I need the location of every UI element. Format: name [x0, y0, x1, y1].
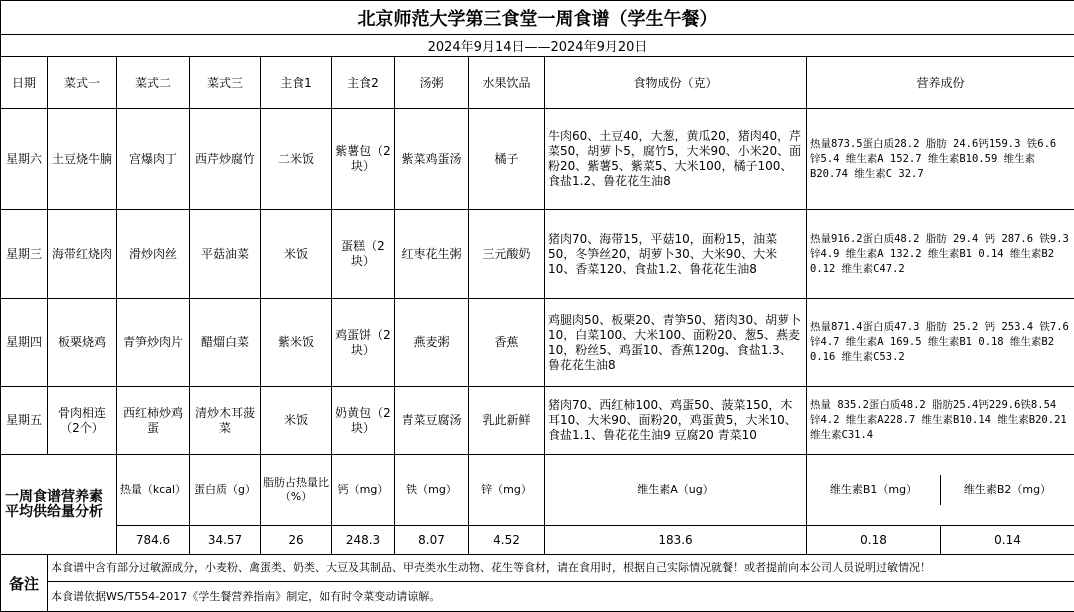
nutrition-cell: 热量 835.2蛋白质48.2 脂肪25.4钙229.6铁8.54 锌4.2 维生素A228.7 维生素B10.14 维生素B20.21 维生素C31.4: [807, 387, 1074, 455]
col-header-nutrition: 营养成份: [807, 57, 1074, 109]
dish1-cell: 板栗烧鸡: [48, 299, 117, 387]
col-header-dish2: 菜式二: [117, 57, 190, 109]
dish1-cell: 海带红烧肉: [48, 210, 117, 299]
nutrition-cell: 热量873.5蛋白质28.2 脂肪 24.6钙159.3 铁6.6 锌5.4 维生素A 152.7 维生素B10.59 维生素B20.74 维生素C 32.7: [807, 109, 1074, 210]
ingredients-cell: 牛肉60、土豆40，大葱，黄瓜20，猪肉40，芹菜50，胡萝卜5，腐竹5，大米90、小米20、面粉20、紫薯5、紫菜5、大米100，橘子100、食盐1.2、鲁花花生油8: [545, 109, 807, 210]
dish3-cell: 清炒木耳菠菜: [190, 387, 261, 455]
day-cell: 星期六: [1, 109, 48, 210]
staple1-cell: 紫米饭: [261, 299, 332, 387]
table-row: [1, 387, 1074, 455]
summary-value: 0.18: [807, 526, 941, 554]
summary-value: 784.6: [117, 526, 190, 555]
col-header-dish3: 菜式三: [190, 57, 261, 109]
fruit-cell: 香蕉: [469, 299, 545, 387]
staple2-cell: 奶黄包（2块）: [332, 387, 395, 455]
col-header-fruit: 水果饮品: [469, 57, 545, 109]
staple2-cell: 紫薯包（2块）: [332, 109, 395, 210]
soup-cell: 紫菜鸡蛋汤: [395, 109, 469, 210]
summary-value: 26: [261, 526, 332, 555]
summary-value: 183.6: [545, 526, 807, 555]
summary-label-row: [1, 455, 1074, 526]
col-header-staple1: 主食1: [261, 57, 332, 109]
day-cell: 星期四: [1, 299, 48, 387]
col-header-ingredients: 食物成份（克）: [545, 57, 807, 109]
soup-cell: 青菜豆腐汤: [395, 387, 469, 455]
summary-col-label: 维生素B1（mg）: [807, 475, 941, 505]
summary-col-label: 蛋白质（g）: [190, 455, 261, 526]
summary-col-label: 维生素B2（mg）: [941, 475, 1074, 505]
col-header-dish1: 菜式一: [48, 57, 117, 109]
summary-col-label: 热量（kcal）: [117, 455, 190, 526]
fruit-cell: 乳此新鲜: [469, 387, 545, 455]
dish3-cell: 平菇油菜: [190, 210, 261, 299]
summary-value-pair: [807, 526, 1074, 555]
dish3-cell: 西芹炒腐竹: [190, 109, 261, 210]
remark-row: [1, 582, 1074, 612]
ingredients-cell: 猪肉70、西红柿100、鸡蛋50、菠菜150，木耳10、大米90、面粉20，鸡蛋黄5，大米10、食盐1.1、鲁花花生油9 豆腐20 青菜10: [545, 387, 807, 455]
summary-col-label: 维生素A（ug）: [545, 455, 807, 526]
remark-row: [1, 555, 1074, 582]
summary-value-row: [1, 526, 1074, 555]
col-header-staple2: 主食2: [332, 57, 395, 109]
summary-value: 8.07: [395, 526, 469, 555]
table-row: [1, 299, 1074, 387]
allergen-note: 本食谱中含有部分过敏源成分，小麦粉、禽蛋类、奶类、大豆及其制品、甲壳类水生动物、花生等食材，请在食用时，根据自己实际情况就餐！或者提前向本公司人员说明过敏情况！: [48, 555, 1074, 582]
header-row: [1, 57, 1074, 109]
dish1-cell: 土豆烧牛腩: [48, 109, 117, 210]
date-range: 2024年9月14日——2024年9月20日: [1, 35, 1074, 57]
fruit-cell: 三元酸奶: [469, 210, 545, 299]
summary-value: 248.3: [332, 526, 395, 555]
staple2-cell: 鸡蛋饼（2块）: [332, 299, 395, 387]
day-cell: 星期五: [1, 387, 48, 455]
col-header-date: 日期: [1, 57, 48, 109]
summary-col-label: 脂肪占热量比（%）: [261, 455, 332, 526]
dish2-cell: 西红柿炒鸡蛋: [117, 387, 190, 455]
summary-value: 4.52: [469, 526, 545, 555]
summary-value: 0.14: [941, 526, 1074, 554]
ingredients-cell: 猪肉70、海带15，平菇10，面粉15，油菜50，冬笋丝20，胡萝卜30、大米90、大米10、香菜120、食盐1.2、鲁花花生油8: [545, 210, 807, 299]
day-cell: 星期三: [1, 210, 48, 299]
nutrition-cell: 热量871.4蛋白质47.3 脂肪 25.2 钙 253.4 铁7.6 锌4.7 维生素A 169.5 维生素B1 0.18 维生素B2 0.16 维生素C53.2: [807, 299, 1074, 387]
summary-col-label: 钙（mg）: [332, 455, 395, 526]
staple1-cell: 二米饭: [261, 109, 332, 210]
summary-col-pair: [807, 455, 1074, 526]
summary-col-label: 锌（mg）: [469, 455, 545, 526]
ingredients-cell: 鸡腿肉50、板栗20、青笋50、猪肉30、胡萝卜10，白菜100、大米100、面粉20、葱5、燕麦10，粉丝5、鸡蛋10、香蕉120g、食盐1.3、鲁花花生油8: [545, 299, 807, 387]
table-row: [1, 109, 1074, 210]
staple1-cell: 米饭: [261, 210, 332, 299]
summary-col-label: 铁（mg）: [395, 455, 469, 526]
dish2-cell: 宫爆肉丁: [117, 109, 190, 210]
fruit-cell: 橘子: [469, 109, 545, 210]
dish2-cell: 青笋炒肉片: [117, 299, 190, 387]
col-header-soup: 汤粥: [395, 57, 469, 109]
summary-value: 34.57: [190, 526, 261, 555]
table-row: [1, 210, 1074, 299]
remark-label: 备注: [1, 555, 48, 612]
standard-note: 本食谱依据WS/T554-2017《学生餐营养指南》制定，如有时令菜变动请谅解。: [48, 582, 1074, 612]
page-title: 北京师范大学第三食堂一周食谱（学生午餐）: [1, 1, 1074, 35]
soup-cell: 燕麦粥: [395, 299, 469, 387]
dish1-cell: 骨肉相连（2个）: [48, 387, 117, 455]
staple2-cell: 蛋糕（2块）: [332, 210, 395, 299]
dish3-cell: 醋熘白菜: [190, 299, 261, 387]
soup-cell: 红枣花生粥: [395, 210, 469, 299]
summary-label: 一周食谱营养素平均供给量分析: [1, 455, 117, 555]
staple1-cell: 米饭: [261, 387, 332, 455]
dish2-cell: 滑炒肉丝: [117, 210, 190, 299]
nutrition-cell: 热量916.2蛋白质48.2 脂肪 29.4 钙 287.6 铁9.3 锌4.9 维生素A 132.2 维生素B1 0.14 维生素B2 0.12 维生素C47.2: [807, 210, 1074, 299]
